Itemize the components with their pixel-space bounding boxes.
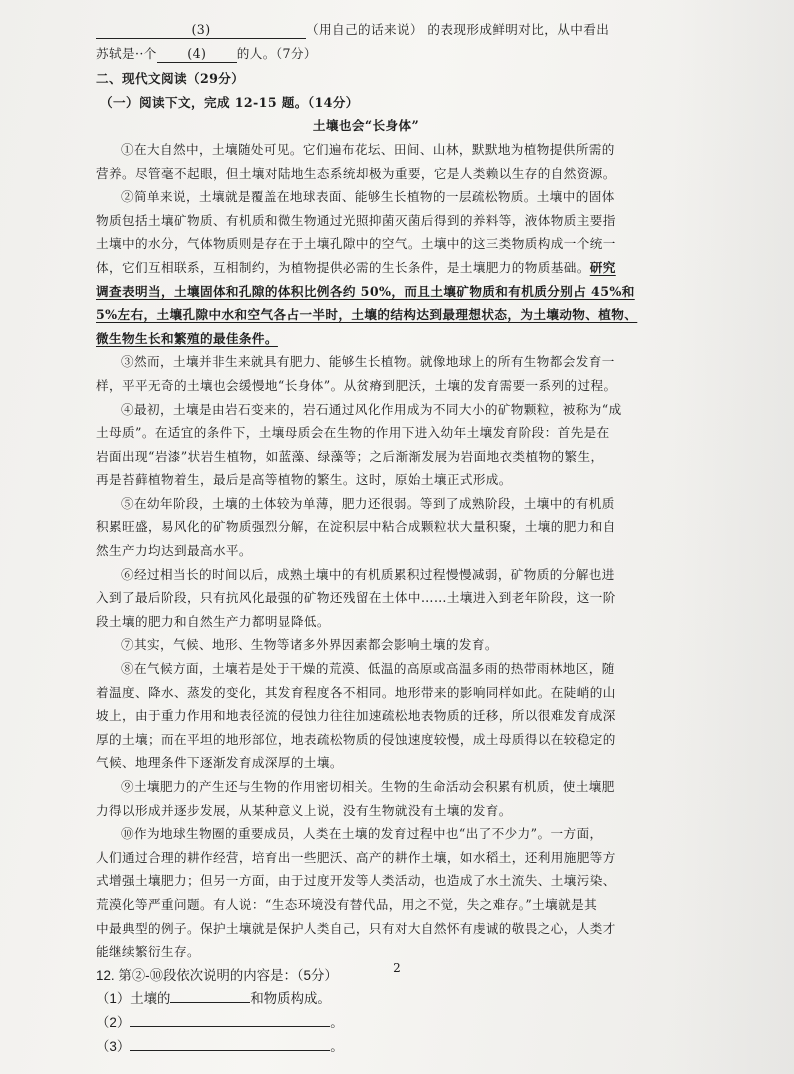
article-line: 段土壤的肥力和自然生产力都明显降低。 <box>96 613 330 629</box>
item-1-suffix: 和物质构成。 <box>250 991 331 1007</box>
article-line: 样，平平无奇的土壤也会缓慢地“长身体”。从贫瘠到肥沃，土壤的发育需要一系列的过程。 <box>96 377 617 393</box>
top-line-2 <box>96 42 636 66</box>
article-title: 土壤也会“长身体” <box>312 118 420 134</box>
article-line: ④最初，土壤是由岩石变来的，岩石通过风化作用成为不同大小的矿物颗粒，被称为“成 <box>121 401 622 417</box>
subsection-heading: （一）阅读下文，完成 12-15 题。（14分） <box>100 94 359 110</box>
article-line: 厚的土壤；而在平坦的地形部位，地表疏松物质的侵蚀速度较慢，成土母质得以在较稳定的 <box>96 731 616 747</box>
article-line: 入到了最后阶段，只有抗风化最强的矿物还残留在土体中……土壤进入到老年阶段，这一阶 <box>96 590 616 606</box>
item-3-prefix: （3） <box>96 1038 131 1054</box>
item-1-prefix: （1）土壤的 <box>96 991 171 1007</box>
top-line-1 <box>96 18 636 42</box>
blank-4[interactable]: (4) <box>157 46 237 63</box>
article-line: ⑩作为地球生物圈的重要成员，人类在土壤的发育过程中也“出了不少力”。一方面， <box>121 826 603 842</box>
article-line: 能继续繁衍生存。 <box>96 944 200 960</box>
item-2-end: 。 <box>330 1014 344 1030</box>
article-line: ⑨土壤肥力的产生还与生物的作用密切相关。生物的生命活动会积累有机质，使土壤肥 <box>121 779 615 794</box>
answer-blank-1[interactable] <box>170 990 250 1003</box>
article-line: 人们通过合理的耕作经营，培育出一些肥沃、高产的耕作土壤，如水稻土，还利用施肥等方 <box>96 849 616 865</box>
page-content <box>96 18 636 1058</box>
item-2-prefix: （2） <box>96 1014 131 1030</box>
article-line: 着温度、降水、蒸发的变化，其发育程度各不相同。地形带来的影响同样如此。在陡峭的山 <box>96 684 616 700</box>
paper-shadow <box>674 0 794 1074</box>
top-line-1-text: （用自己的话来说） 的表现形成鲜明对比，从中看出 <box>306 22 610 37</box>
article-line: 力得以形成并逐步发展，从某种意义上说，没有生物就没有土壤的发育。 <box>96 802 512 818</box>
underlined-line: 调查表明当，土壤固体和孔隙的体积比例各约 50%，而且土壤矿物质和有机质分别占 45%和 <box>96 283 635 299</box>
article-line-text: 体，它们互相联系，互相制约，为植物提供必需的生长条件，是土壤肥力的物质基础。 <box>96 259 590 275</box>
article-line: ⑦其实，气候、地形、生物等诸多外界因素都会影响土壤的发育。 <box>121 637 498 653</box>
article-line: ⑤在幼年阶段，土壤的土体较为单薄，肥力还很弱。等到了成熟阶段，土壤中的有机质 <box>121 495 615 511</box>
article-line: ⑧在气候方面，土壤若是处于干燥的荒漠、低温的高原或高温多雨的热带雨林地区，随 <box>121 661 615 677</box>
article-line: 坡上，由于重力作用和地表径流的侵蚀力往往加速疏松地表物质的迁移，所以很难发育成深 <box>96 708 616 724</box>
article-line: 气候、地理条件下逐渐发育成深厚的土壤。 <box>96 755 343 771</box>
article-line: 营养。尽管毫不起眼，但土壤对陆地生态系统却极为重要，它是人类赖以生存的自然资源。 <box>96 165 616 181</box>
page-number: 2 <box>393 961 401 975</box>
article-line: 土母质”。在适宜的条件下，土壤母质会在生物的作用下进入幼年土壤发育阶段：首先是在 <box>96 425 610 441</box>
question-12-stem: 12. 第②-⑩段依次说明的内容是：（5分） <box>96 967 338 983</box>
underlined-text: 研究 <box>589 259 616 275</box>
item-3-end: 。 <box>330 1038 344 1054</box>
question-12-item-2 <box>96 1011 636 1035</box>
article-line: ①在大自然中，土壤随处可见。它们遍布花坛、田间、山林，默默地为植物提供所需的 <box>121 141 615 157</box>
article-line: ⑥经过相当长的时间以后，成熟土壤中的有机质累积过程慢慢减弱，矿物质的分解也进 <box>121 566 615 582</box>
underlined-line: 5%左右，土壤孔隙中水和空气各占一半时，土壤的结构达到最理想状态，为土壤动物、植物、 <box>96 307 638 323</box>
article-line: 土壤中的水分，气体物质则是存在于土壤孔隙中的空气。土壤中的这三类物质构成一个统一 <box>96 236 616 252</box>
underlined-line: 微生物生长和繁殖的最佳条件。 <box>96 330 278 346</box>
article-line: 然生产力均达到最高水平。 <box>96 543 252 559</box>
section-heading: 二、现代文阅读（29分） <box>96 71 245 87</box>
article-line: 中最典型的例子。保护土壤就是保护人类自己，只有对大自然怀有虔诚的敬畏之心，人类才 <box>96 920 616 936</box>
question-12-item-1 <box>96 987 636 1011</box>
article-line: 荒漠化等严重问题。有人说：“生态环境没有替代品，用之不觉，失之难存。”土壤就是其 <box>96 896 598 912</box>
article-line <box>96 256 636 280</box>
article-line: 式增强土壤肥力；但另一方面，由于过度开发等人类活动，也造成了水土流失、土壤污染、 <box>96 873 616 889</box>
top-line-2-prefix: 苏轼是··个 <box>96 45 157 61</box>
answer-blank-2[interactable] <box>130 1014 330 1027</box>
blank-3[interactable]: (3) <box>96 22 306 39</box>
article-line: 积累旺盛，易风化的矿物质强烈分解，在淀积层中粘合成颗粒状大量积聚，土壤的肥力和自 <box>96 519 616 535</box>
top-line-2-suffix: 的人。（7分） <box>236 45 317 61</box>
article-line: 再是苔藓植物着生，最后是高等植物的繁生。这时，原始土壤正式形成。 <box>96 472 512 488</box>
article-line: 物质包括土壤矿物质、有机质和微生物通过光照抑菌灭菌后得到的养料等，液体物质主要指 <box>96 212 616 228</box>
article-line: ③然而，土壤并非生来就具有肥力、能够生长植物。就像地球上的所有生物都会发育一 <box>121 354 615 370</box>
article-line: ②简单来说，土壤就是覆盖在地球表面、能够生长植物的一层疏松物质。土壤中的固体 <box>121 189 615 205</box>
question-12-item-3 <box>96 1035 636 1059</box>
article-line: 岩面出现“岩漆”状岩生植物，如蓝藻、绿藻等；之后渐渐发展为岩面地衣类植物的繁生， <box>96 448 604 464</box>
answer-blank-3[interactable] <box>130 1038 330 1051</box>
